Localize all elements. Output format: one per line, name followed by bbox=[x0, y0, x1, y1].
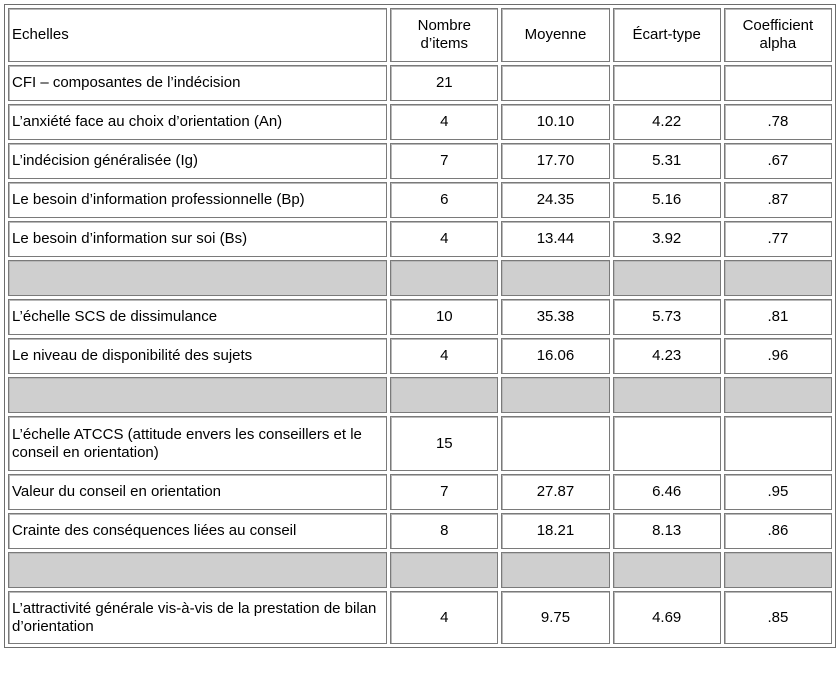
row-alpha bbox=[724, 65, 832, 101]
table-row bbox=[8, 299, 832, 335]
table-row bbox=[8, 513, 832, 549]
row-items: 4 bbox=[390, 221, 498, 257]
separator-row bbox=[8, 377, 832, 413]
row-mean: 16.06 bbox=[501, 338, 609, 374]
row-label: Le besoin d’information professionnelle (Bp) bbox=[8, 182, 387, 218]
row-items: 4 bbox=[390, 104, 498, 140]
row-label: L’anxiété face au choix d’orientation (An) bbox=[8, 104, 387, 140]
row-items: 6 bbox=[390, 182, 498, 218]
separator-row bbox=[8, 552, 832, 588]
row-items: 7 bbox=[390, 143, 498, 179]
row-mean bbox=[501, 416, 609, 471]
separator-row bbox=[8, 260, 832, 296]
table-row bbox=[8, 416, 832, 471]
header-moyenne: Moyenne bbox=[501, 8, 609, 62]
row-mean: 35.38 bbox=[501, 299, 609, 335]
row-mean: 18.21 bbox=[501, 513, 609, 549]
row-items: 15 bbox=[390, 416, 498, 471]
header-coefficient-alpha: Coefficient alpha bbox=[724, 8, 832, 62]
row-sd: 4.69 bbox=[613, 591, 721, 644]
row-items: 7 bbox=[390, 474, 498, 510]
row-sd: 3.92 bbox=[613, 221, 721, 257]
row-alpha: .96 bbox=[724, 338, 832, 374]
row-alpha: .81 bbox=[724, 299, 832, 335]
row-items: 4 bbox=[390, 338, 498, 374]
row-sd: 4.23 bbox=[613, 338, 721, 374]
row-mean: 27.87 bbox=[501, 474, 609, 510]
row-sd: 5.31 bbox=[613, 143, 721, 179]
row-label: L’indécision généralisée (Ig) bbox=[8, 143, 387, 179]
row-mean: 10.10 bbox=[501, 104, 609, 140]
row-sd: 4.22 bbox=[613, 104, 721, 140]
row-items: 21 bbox=[390, 65, 498, 101]
row-mean: 17.70 bbox=[501, 143, 609, 179]
table-row bbox=[8, 65, 832, 101]
row-alpha: .87 bbox=[724, 182, 832, 218]
row-sd: 5.16 bbox=[613, 182, 721, 218]
row-items: 4 bbox=[390, 591, 498, 644]
row-label: Valeur du conseil en orientation bbox=[8, 474, 387, 510]
row-label: L’échelle SCS de dissimulance bbox=[8, 299, 387, 335]
row-sd bbox=[613, 65, 721, 101]
row-label: Le niveau de disponibilité des sujets bbox=[8, 338, 387, 374]
row-mean: 13.44 bbox=[501, 221, 609, 257]
row-label: L’échelle ATCCS (attitude envers les conseillers et le conseil en orientation) bbox=[8, 416, 387, 471]
row-label: Le besoin d’information sur soi (Bs) bbox=[8, 221, 387, 257]
row-sd: 8.13 bbox=[613, 513, 721, 549]
header-nombre-items: Nombre d’items bbox=[390, 8, 498, 62]
row-alpha: .77 bbox=[724, 221, 832, 257]
row-alpha: .95 bbox=[724, 474, 832, 510]
row-items: 10 bbox=[390, 299, 498, 335]
table-row bbox=[8, 474, 832, 510]
row-mean: 24.35 bbox=[501, 182, 609, 218]
row-mean bbox=[501, 65, 609, 101]
row-alpha bbox=[724, 416, 832, 471]
header-ecart-type: Écart-type bbox=[613, 8, 721, 62]
row-sd: 5.73 bbox=[613, 299, 721, 335]
row-mean: 9.75 bbox=[501, 591, 609, 644]
row-alpha: .85 bbox=[724, 591, 832, 644]
table-row bbox=[8, 143, 832, 179]
row-alpha: .78 bbox=[724, 104, 832, 140]
table-row bbox=[8, 591, 832, 644]
row-label: L’attractivité générale vis-à-vis de la prestation de bilan d’orientation bbox=[8, 591, 387, 644]
row-sd bbox=[613, 416, 721, 471]
table-row bbox=[8, 221, 832, 257]
row-label: Crainte des conséquences liées au conseil bbox=[8, 513, 387, 549]
row-items: 8 bbox=[390, 513, 498, 549]
scales-table bbox=[4, 4, 836, 648]
table-row bbox=[8, 104, 832, 140]
row-alpha: .67 bbox=[724, 143, 832, 179]
row-label: CFI – composantes de l’indécision bbox=[8, 65, 387, 101]
row-sd: 6.46 bbox=[613, 474, 721, 510]
table-row bbox=[8, 338, 832, 374]
table-row bbox=[8, 182, 832, 218]
header-row bbox=[8, 8, 832, 62]
header-echelles: Echelles bbox=[8, 8, 387, 62]
row-alpha: .86 bbox=[724, 513, 832, 549]
